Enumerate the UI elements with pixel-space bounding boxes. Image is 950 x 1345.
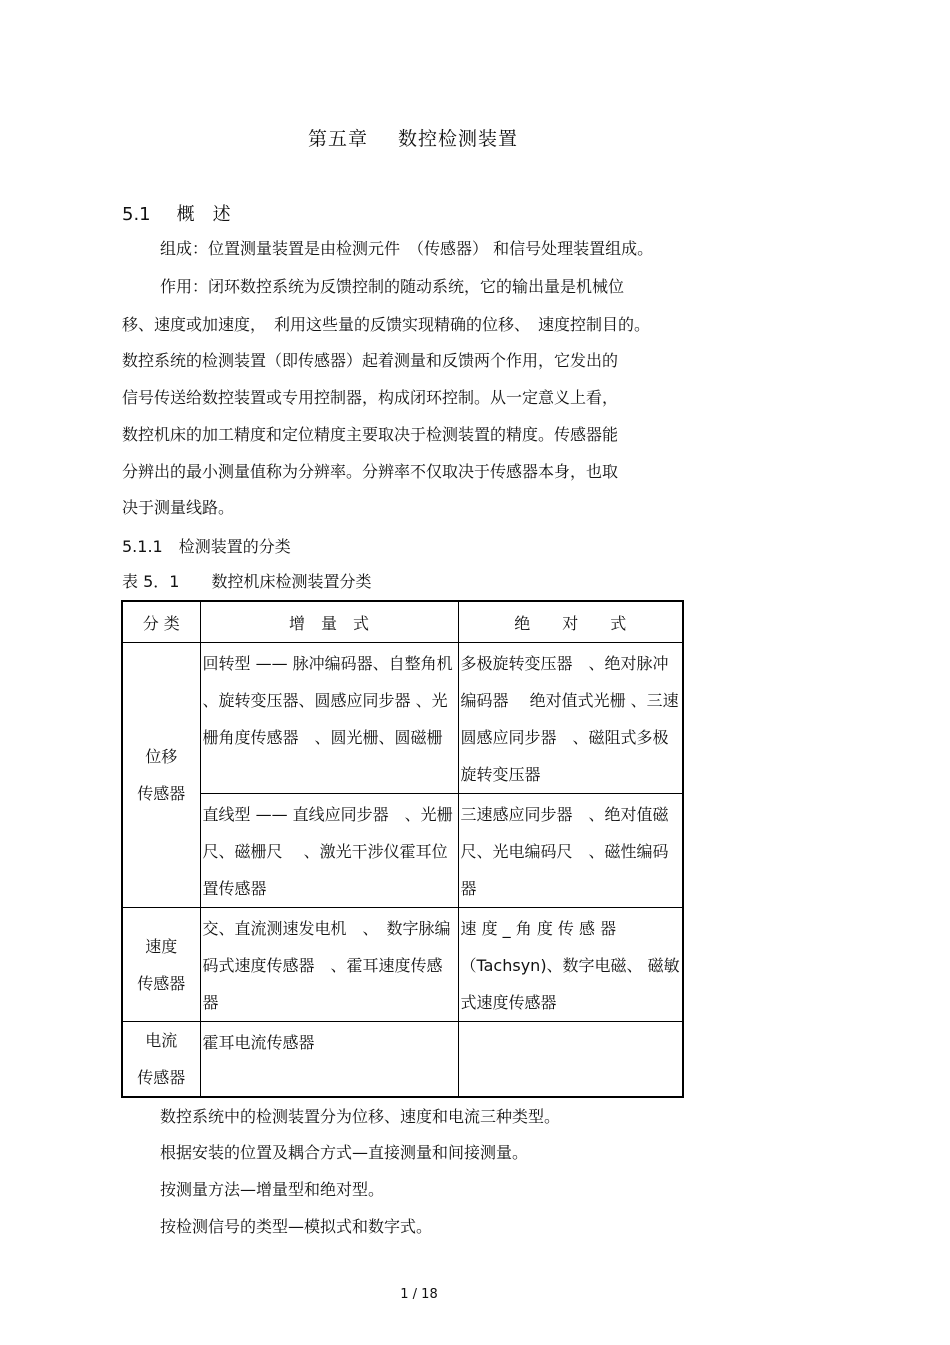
table-row	[122, 794, 683, 908]
cell-linear-incremental: 直线型 —— 直线应同步器 、光栅尺、磁栅尺 、激光干涉仪霍耳位置传感器	[200, 794, 458, 908]
paragraph: 决于测量线路。	[122, 498, 235, 517]
cell-speed-absolute: 速 度 _ 角 度 传 感 器（Tachsyn)、数字电磁、 磁敏式速度传感器	[458, 908, 683, 1022]
header-category: 分 类	[122, 601, 200, 643]
cell-current-absolute	[458, 1022, 683, 1098]
paragraph: 分辨出的最小测量值称为分辨率。分辨率不仅取决于传感器本身，也取	[122, 462, 619, 481]
paragraph: 按检测信号的类型—模拟式和数字式。	[160, 1217, 433, 1236]
paragraph: 数控系统的检测装置（即传感器）起着测量和反馈两个作用，它发出的	[122, 351, 619, 370]
chapter-name: 数控检测装置	[398, 128, 519, 150]
sensor-classification-table	[121, 600, 684, 1098]
paragraph: 作用：闭环数控系统为反馈控制的随动系统，它的输出量是机械位	[160, 277, 625, 296]
cell-linear-absolute: 三速感应同步器 、绝对值磁尺、光电编码尺 、磁性编码器	[458, 794, 683, 908]
table-row	[122, 643, 683, 794]
subsection-heading: 5.1.1 检测装置的分类	[122, 537, 291, 556]
table-row	[122, 1022, 683, 1098]
paragraph: 移、速度或加速度， 利用这些量的反馈实现精确的位移、 速度控制目的。	[122, 315, 651, 334]
paragraph: 根据安装的位置及耦合方式—直接测量和间接测量。	[160, 1143, 529, 1162]
cell-rotary-absolute: 多极旋转变压器 、绝对脉冲编码器 绝对值式光栅 、三速圆感应同步器 、磁阻式多极旋转变压器	[458, 643, 683, 794]
paragraph: 数控系统中的检测装置分为位移、速度和电流三种类型。	[160, 1107, 561, 1126]
cell-current-incremental: 霍耳电流传感器	[200, 1022, 458, 1098]
paragraph: 信号传送给数控装置或专用控制器，构成闭环控制。从一定意义上看，	[122, 388, 619, 407]
page-number: 1 / 18	[400, 1287, 438, 1302]
row-label-displacement: 位移 传感器	[122, 643, 200, 908]
chapter-title	[0, 124, 826, 151]
paragraph: 按测量方法—增量型和绝对型。	[160, 1180, 385, 1199]
paragraph: 组成：位置测量装置是由检测元件 （传感器） 和信号处理装置组成。	[160, 239, 654, 258]
header-incremental: 增 量 式	[200, 601, 458, 643]
table-caption: 表 5．1 数控机床检测装置分类	[122, 572, 372, 591]
section-number: 5.1	[122, 204, 151, 225]
row-label-current: 电流 传感器	[122, 1022, 200, 1098]
row-label-speed: 速度 传感器	[122, 908, 200, 1022]
header-absolute: 绝 对 式	[458, 601, 683, 643]
cell-rotary-incremental: 回转型 —— 脉冲编码器、自整角机 、旋转变压器、圆感应同步器 、光栅角度传感器 、圆光栅、圆磁栅	[200, 643, 458, 794]
section-heading	[122, 200, 231, 226]
cell-speed-incremental: 交、直流测速发电机 、 数字脉编码式速度传感器 、霍耳速度传感器	[200, 908, 458, 1022]
table-row	[122, 908, 683, 1022]
section-name: 概 述	[176, 204, 231, 225]
paragraph: 数控机床的加工精度和定位精度主要取决于检测装置的精度。传感器能	[122, 425, 619, 444]
chapter-number: 第五章	[307, 128, 368, 150]
table-header-row	[122, 601, 683, 643]
